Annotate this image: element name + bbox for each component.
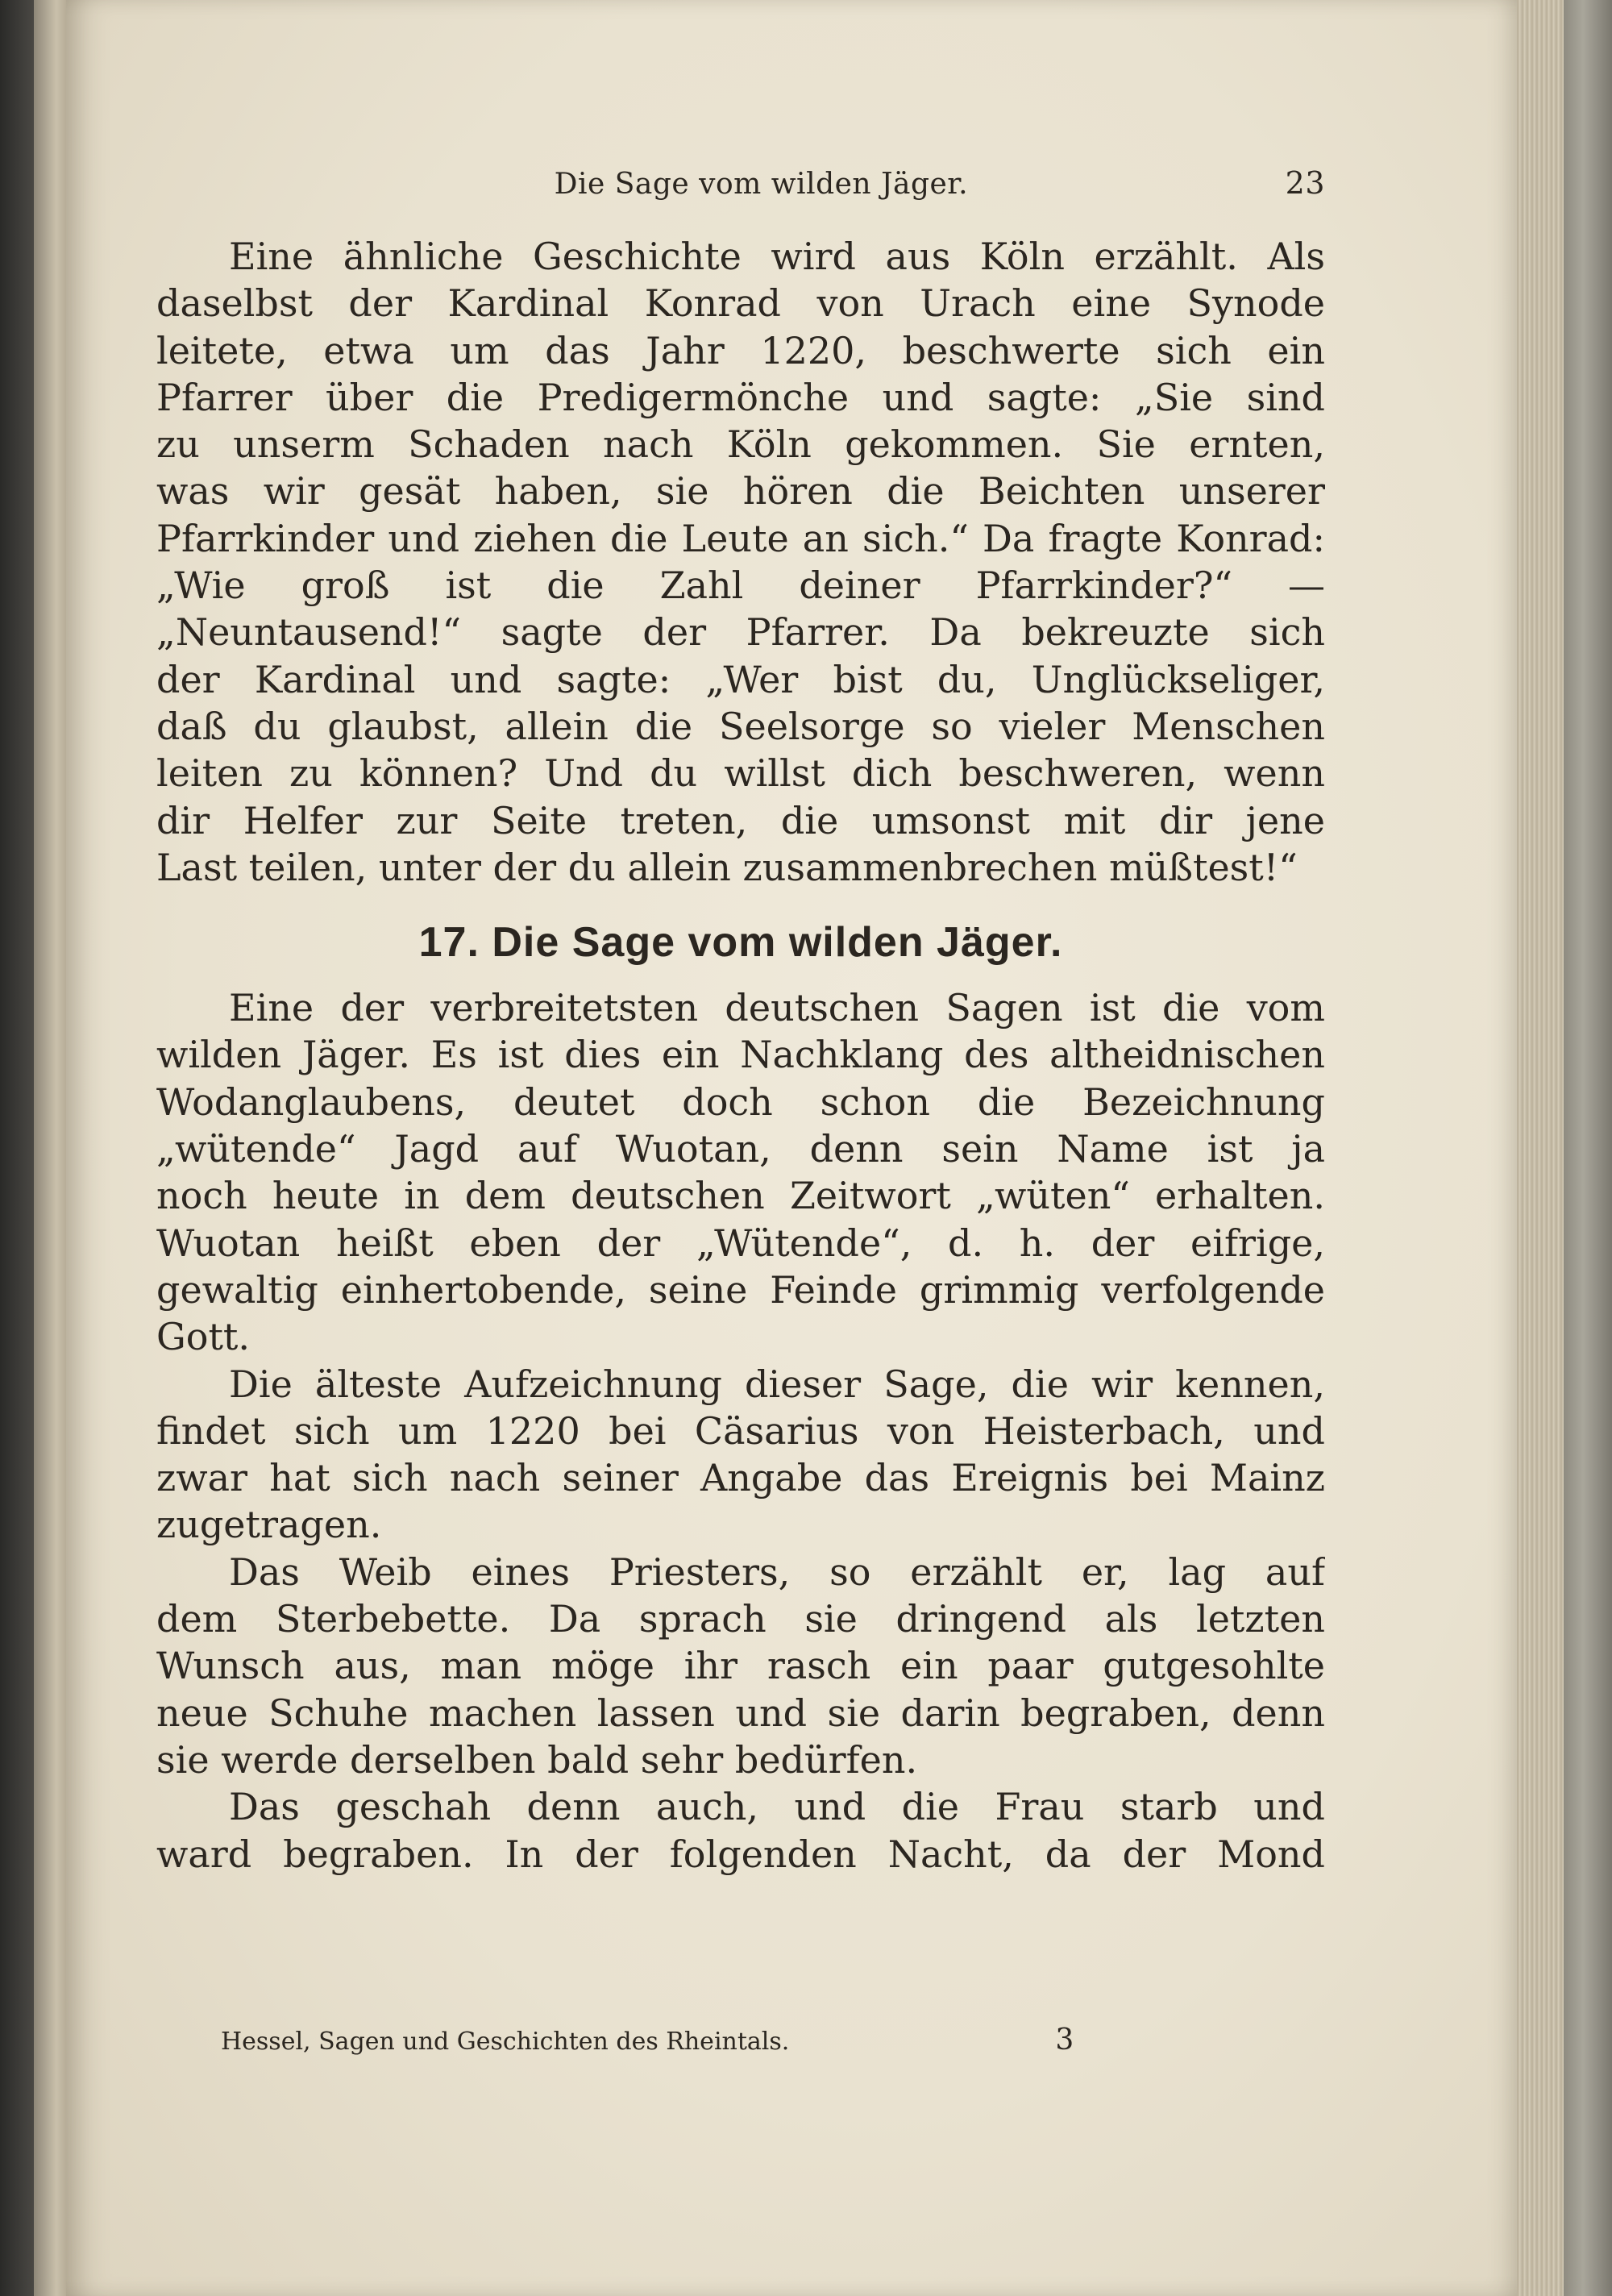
text-line: Wuotan heißt eben der „Wütende“, d. h. der eifrige, xyxy=(156,1221,1325,1265)
text-line: wilden Jäger. Es ist dies ein Nachklang des altheidnischen xyxy=(156,1033,1325,1077)
text-line: Last teilen, unter der du allein zusammenbrechen müßtest!“ xyxy=(156,845,1298,889)
footer-book-title: Hessel, Sagen und Geschichten des Rheintals. xyxy=(221,2028,790,2056)
text-line: „Wie groß ist die Zahl deiner Pfarrkinder?“ — xyxy=(156,564,1325,608)
text-line: leitete, etwa um das Jahr 1220, beschwerte sich ein xyxy=(156,328,1325,372)
text-line: noch heute in dem deutschen Zeitwort „wüten“ erhalten. xyxy=(156,1174,1325,1218)
text-line: zu unserm Schaden nach Köln gekommen. Sie ernten, xyxy=(156,422,1325,467)
book-cover-right-edge xyxy=(1564,0,1612,2296)
text-line: „Neuntausend!“ sagte der Pfarrer. Da bekreuzte sich xyxy=(156,610,1325,655)
text-line: findet sich um 1220 bei Cäsarius von Heisterbach, und xyxy=(156,1408,1325,1453)
running-head-title: Die Sage vom wilden Jäger. xyxy=(554,168,969,201)
page-content xyxy=(156,165,1325,1878)
paragraph-koeln-story xyxy=(156,233,1325,891)
page-footer xyxy=(156,2024,1325,2057)
text-line: gewaltig einhertobende, seine Feinde grimmig verfolgende xyxy=(156,1267,1325,1312)
text-line: Gott. xyxy=(156,1315,251,1359)
text-line: Wodanglaubens, deutet doch schon die Bezeichnung xyxy=(156,1079,1325,1124)
paragraph-wild-hunter-intro xyxy=(156,984,1325,1360)
text-line: leiten zu können? Und du willst dich beschweren, wenn xyxy=(156,751,1325,796)
facing-page-edge xyxy=(34,0,66,2296)
text-line: Das geschah denn auch, und die Frau starb und xyxy=(229,1785,1325,1829)
paragraph-burial xyxy=(156,1783,1325,1878)
text-line: Wunsch aus, man möge ihr rasch ein paar gutgesohlte xyxy=(156,1644,1325,1688)
text-line: Pfarrkinder und ziehen die Leute an sich.“ Da fragte Konrad: xyxy=(156,516,1325,560)
section-heading: 17. Die Sage vom wilden Jäger. xyxy=(418,919,1063,967)
text-line: Das Weib eines Priesters, so erzählt er, lag auf xyxy=(229,1549,1325,1594)
text-line: der Kardinal und sagte: „Wer bist du, Unglückseliger, xyxy=(156,657,1325,701)
text-line: daß du glaubst, allein die Seelsorge so vieler Menschen xyxy=(156,704,1325,748)
paragraph-priests-wife xyxy=(156,1549,1325,1783)
text-line: zugetragen. xyxy=(156,1503,382,1547)
text-line: „wütende“ Jagd auf Wuotan, denn sein Name ist ja xyxy=(156,1127,1325,1171)
text-line: sie werde derselben bald sehr bedürfen. xyxy=(156,1737,918,1782)
text-line: dem Sterbebette. Da sprach sie dringend als letzten xyxy=(156,1597,1325,1641)
text-line: Eine der verbreitetsten deutschen Sagen ist die vom xyxy=(229,986,1325,1030)
book-page xyxy=(66,0,1517,2296)
text-line: Pfarrer über die Predigermönche und sagte: „Sie sind xyxy=(156,375,1325,419)
text-line: Die älteste Aufzeichnung dieser Sage, die wir kennen, xyxy=(229,1362,1325,1406)
text-line: daselbst der Kardinal Konrad von Urach eine Synode xyxy=(156,281,1325,326)
text-line: Eine ähnliche Geschichte wird aus Köln erzählt. Als xyxy=(229,235,1325,278)
text-line: ward begraben. In der folgenden Nacht, da der Mond xyxy=(156,1832,1325,1876)
text-line: dir Helfer zur Seite treten, die umsonst mit dir jene xyxy=(156,798,1325,842)
signature-mark: 3 xyxy=(1055,2024,1074,2057)
text-line: was wir gesät haben, sie hören die Beichten unserer xyxy=(156,469,1325,514)
page-number: 23 xyxy=(1285,165,1325,201)
text-line: neue Schuhe machen lassen und sie darin begraben, denn xyxy=(156,1691,1325,1735)
paragraph-oldest-record xyxy=(156,1361,1325,1549)
text-line: zwar hat sich nach seiner Angabe das Ereignis bei Mainz xyxy=(156,1456,1325,1500)
running-head xyxy=(156,165,1325,201)
